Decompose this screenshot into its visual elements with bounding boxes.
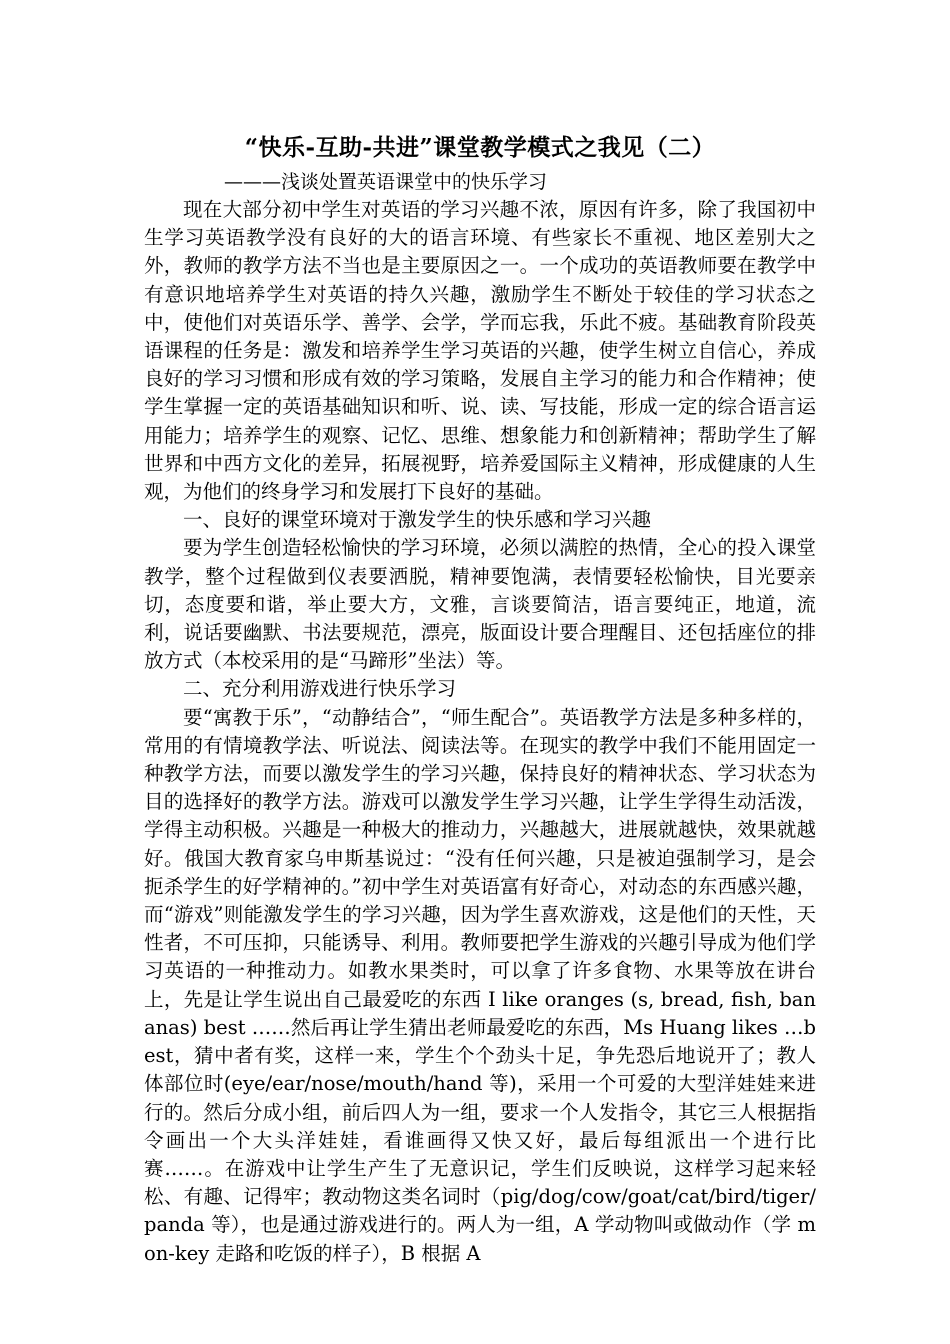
document-subtitle: ———浅谈处置英语课堂中的快乐学习 bbox=[224, 171, 548, 193]
paragraph-games: 要“寓教于乐”，“动静结合”，“师生配合”。英语教学方法是多种多样的，常用的有情境教学法、听说法、阅读法等。在现实的教学中我们不能用固定一种教学方法，而要以激发学生的学习兴趣，保持良好的精神状态、学习状态为目的选择好的教学方法。游戏可以激发学生学习兴趣，让学生学得生动活泼，学得主动积极。兴趣是一种极大的推动力，兴趣越大，进展就越快，效果就越好。俄国大教育家乌申斯基说过：“没有任何兴趣，只是被迫强制学习，是会扼杀学生的好学精神的。”初中学生对英语富有好奇心，对动态的东西感兴趣，而“游戏”则能激发学生的学习兴趣，因为学生喜欢游戏，这是他们的天性，天性者，不可压抑，只能诱导、利用。教师要把学生游戏的兴趣引导成为他们学习英语的一种推动力。如教水果类时，可以拿了许多食物、水果等放在讲台上，先是让学生说出自己最爱吃的东西 I like oranges (s, bread, fish, bananas) best ……然后再让学生猜出老师最爱吃的东西，Ms Huang likes …best，猜中者有奖，这样一来，学生个个劲头十足，争先恐后地说开了；教人体部位时(eye/ear/nose/mouth/hand 等)，采用一个可爱的大型洋娃娃来进行的。然后分成小组，前后四人为一组，要求一个人发指令，其它三人根据指令画出一个大头洋娃娃，看谁画得又快又好，最后每组派出一个进行比赛……。在游戏中让学生产生了无意识记，学生们反映说，这样学习起来轻松、有趣、记得牢；教动物这类名词时（pig/dog/cow/goat/cat/bird/tiger/panda 等），也是通过游戏进行的。两人为一组，A 学动物叫或做动作（学 mon-key 走路和吃饭的样子），B 根据 A bbox=[144, 705, 816, 1265]
section-heading-2: 二、充分利用游戏进行快乐学习 bbox=[183, 677, 457, 701]
document-title: “快乐-互助-共进”课堂教学模式之我见（二） bbox=[244, 134, 716, 161]
paragraph-intro: 现在大部分初中学生对英语的学习兴趣不浓，原因有许多，除了我国初中生学习英语教学没有良好的大的语言环境、有些家长不重视、地区差别大之外，教师的教学方法不当也是主要原因之一。一个成功的英语教师要在教学中有意识地培养学生对英语的持久兴趣，激励学生不断处于较佳的学习状态之中，使他们对英语乐学、善学、会学，学而忘我，乐此不疲。基础教育阶段英语课程的任务是：激发和培养学生学习英语的兴趣，使学生树立自信心，养成良好的学习习惯和形成有效的学习策略，发展自主学习的能力和合作精神；使学生掌握一定的英语基础知识和听、说、读、写技能，形成一定的综合语言运用能力；培养学生的观察、记忆、思维、想象能力和创新精神；帮助学生了解世界和中西方文化的差异，拓展视野，培养爱国际主义精神，形成健康的人生观，为他们的终身学习和发展打下良好的基础。 bbox=[144, 198, 816, 504]
paragraph-classroom-environment: 要为学生创造轻松愉快的学习环境，必须以满腔的热情，全心的投入课堂教学，整个过程做到仪表要洒脱，精神要饱满，表情要轻松愉快，目光要亲切，态度要和谐，举止要大方，文雅，言谈要简洁，语言要纯正，地道，流利，说话要幽默、书法要规范，漂亮，版面设计要合理醒目、还包括座位的排放方式（本校采用的是“马蹄形”坐法）等。 bbox=[144, 536, 816, 673]
document-page bbox=[144, 130, 816, 1268]
section-heading-1: 一、良好的课堂环境对于激发学生的快乐感和学习兴趣 bbox=[183, 508, 652, 532]
